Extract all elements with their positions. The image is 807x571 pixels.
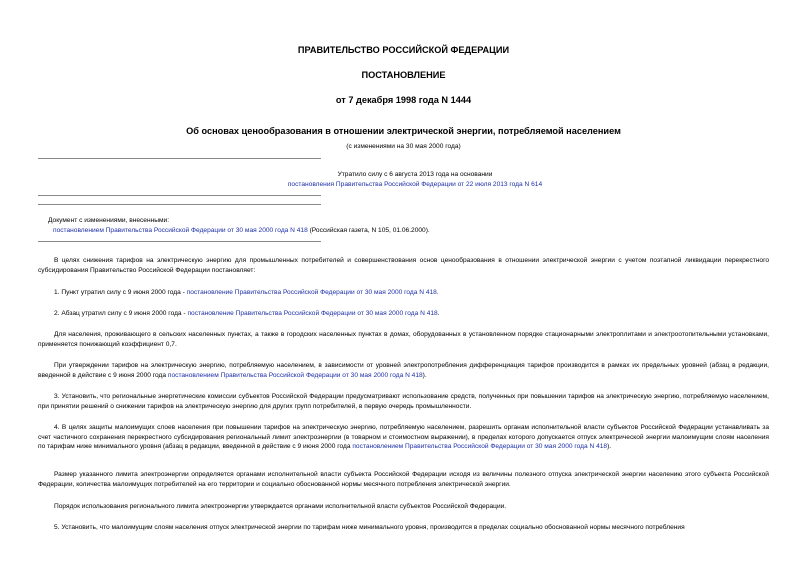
paragraph-2 [38, 309, 769, 319]
paragraph-rural: Для населения, проживающего в сельских населенных пунктах, а также в городских населенных пунктах в домах, оборудованных в установленном порядке стационарными электроплитами и электроотопительными установками, применяется понижающий коэффициент 0,7. [38, 331, 769, 348]
paragraph-4-link[interactable]: постановлением Правительства Российской Федерации от 30 мая 2000 года N 418 [352, 443, 608, 451]
paragraph-1-end: . [436, 289, 439, 296]
document-type-heading: ПОСТАНОВЛЕНИЕ [361, 70, 446, 80]
changes-note: (с изменениями на 30 мая 2000 года) [346, 143, 461, 150]
amendment-label: Документ с изменениями, внесенными: [48, 217, 170, 224]
paragraph-order: Порядок использования регионального лимита электроэнергии утверждается органами исполнительной власти субъектов Российской Федерации. [54, 503, 507, 510]
paragraph-tariff-end: ). [422, 371, 427, 379]
amendment-suffix: (Российская газета, N 105, 01.06.2000). [307, 226, 430, 234]
paragraph-1-text: 1. Пункт утратил силу с 9 июня 2000 года - [54, 289, 187, 296]
paragraph-tariff [38, 361, 769, 380]
paragraph-4-end: ). [607, 443, 612, 451]
paragraph-4-text: 4. В целях защиты малоимущих слоев населения при повышении тарифов на электрическую энергию, потребляемую населением, разрешить органам исполнительной власти субъектов Российской Федерации устанавливать за счет частичного сохранения перекрестного субсидирования региональный лимит электроэнергии (в товарном и стоимостном выражении), в пределах которого допускается отпуск электрической энергии малоимущим слоям населения по тарифам ниже минимального уровня (абзац в редакции, введенной в действие с 9 июня 2000 года [38, 424, 769, 451]
paragraph-5: 5. Установить, что малоимущим слоям населения отпуск электрической энергии по тарифам ниже минимального уровня, производится в пределах социально обоснованной нормы месячного потребления [54, 524, 685, 531]
divider-2 [38, 195, 321, 196]
paragraph-3: 3. Установить, что региональные энергетические комиссии субъектов Российской Федерации предусматривают использование средств, полученных при повышении тарифов на электрическую энергию, потребляемую населением, при принятии решений о снижении тарифов на электрическую энергию для других групп потребителей, в первую очередь промышленности. [38, 393, 769, 410]
expiry-line: Утратило силу с 6 августа 2013 года на основании [337, 171, 493, 178]
paragraph-limit: Размер указанного лимита электроэнергии определяется органами исполнительной власти субъекта Российской Федерации исходя из величины полезного отпуска электрической энергии населению этого субъекта Российской Федерации, количества малоимущих потребителей на его территории и социально обоснованной нормы месячного потребления электрической энергии. [38, 471, 769, 488]
paragraph-2-end: . [437, 310, 440, 317]
paragraph-1-link[interactable]: постановление Правительства Российской Федерации от 30 мая 2000 года N 418 [186, 289, 437, 296]
date-number-heading: от 7 декабря 1998 года N 1444 [335, 95, 472, 105]
document-title: Об основах ценообразования в отношении электрической энергии, потребляемой населением [186, 126, 621, 136]
amendment-note [48, 216, 548, 235]
paragraph-tariff-text: При утверждении тарифов на электрическую энергию, потребляемую населением, в зависимости от уровней электропотребления дифференциация тарифов производится в рамках их предельных уровней (абзац в редакции, введенной в действие с 9 июня 2000 года [38, 362, 769, 379]
paragraph-1 [38, 288, 769, 298]
paragraph-intro: В целях снижения тарифов на электрическую энергию для промышленных потребителей и совершенствования основ ценообразования в отношении электрической энергии с учетом поэтапной ликвидации перекрестного субсидирования Правительство Российской Федерации постановляет: [38, 257, 769, 274]
divider-3 [38, 204, 321, 205]
paragraph-2-link[interactable]: постановление Правительства Российской Федерации от 30 мая 2000 года N 418 [187, 310, 438, 317]
government-heading: ПРАВИТЕЛЬСТВО РОССИЙСКОЙ ФЕДЕРАЦИИ [297, 45, 510, 55]
paragraph-tariff-link[interactable]: постановлением Правительства Российской Федерации от 30 мая 2000 года N 418 [167, 371, 423, 379]
divider-1 [38, 158, 321, 159]
divider-4 [38, 241, 321, 242]
amendment-link[interactable]: постановлением Правительства Российской Федерации от 30 мая 2000 года N 418 [53, 226, 308, 234]
paragraph-2-text: 2. Абзац утратил силу с 9 июня 2000 года - [54, 310, 188, 317]
expiry-note [260, 170, 570, 189]
amendment-source [48, 226, 548, 236]
paragraph-4 [38, 423, 769, 452]
expiry-link[interactable]: постановления Правительства Российской Федерации от 22 июля 2013 года N 614 [287, 180, 543, 188]
